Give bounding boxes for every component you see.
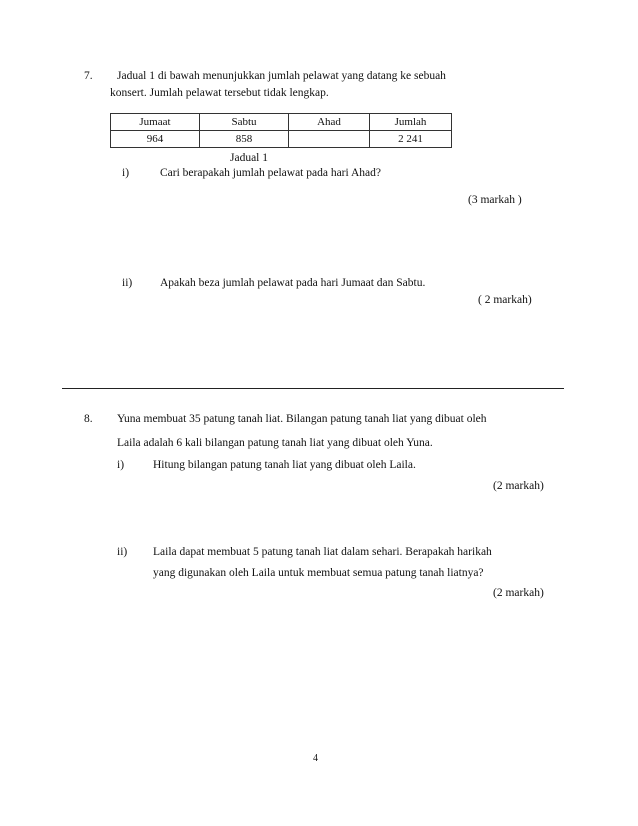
table-cell: 2 241 xyxy=(370,131,452,148)
question-8-number: 8. xyxy=(84,413,93,425)
question-7-part-i-marks: (3 markah ) xyxy=(468,194,522,206)
table-row xyxy=(111,131,452,148)
question-7-line-2: konsert. Jumlah pelawat tersebut tidak lengkap. xyxy=(110,87,329,99)
question-8-part-i-marks: (2 markah) xyxy=(493,480,544,492)
question-8-part-ii-marks: (2 markah) xyxy=(493,587,544,599)
question-8-part-ii-line-1: Laila dapat membuat 5 patung tanah liat dalam sehari. Berapakah harikah xyxy=(153,546,492,558)
question-7-part-i-text: Cari berapakah jumlah pelawat pada hari Ahad? xyxy=(160,167,381,179)
page-number: 4 xyxy=(313,753,318,764)
table-header-cell: Sabtu xyxy=(200,114,289,131)
table-header-cell: Ahad xyxy=(289,114,370,131)
question-8-part-ii-label: ii) xyxy=(117,546,128,558)
table-header-cell: Jumaat xyxy=(111,114,200,131)
question-8-part-i-text: Hitung bilangan patung tanah liat yang dibuat oleh Laila. xyxy=(153,459,416,471)
question-8-part-i-label: i) xyxy=(117,459,125,471)
question-8-line-2: Laila adalah 6 kali bilangan patung tanah liat yang dibuat oleh Yuna. xyxy=(117,437,433,449)
table-cell xyxy=(289,131,370,148)
question-8-part-ii-line-2: yang digunakan oleh Laila untuk membuat semua patung tanah liatnya? xyxy=(153,567,484,579)
question-7-line-1: Jadual 1 di bawah menunjukkan jumlah pelawat yang datang ke sebuah xyxy=(117,70,446,82)
question-7-part-ii-text: Apakah beza jumlah pelawat pada hari Jumaat dan Sabtu. xyxy=(160,277,426,289)
table-caption: Jadual 1 xyxy=(230,152,269,164)
section-divider xyxy=(62,388,564,389)
question-7-part-ii-marks: ( 2 markah) xyxy=(478,294,532,306)
table-cell: 858 xyxy=(200,131,289,148)
question-8-line-1: Yuna membuat 35 patung tanah liat. Bilangan patung tanah liat yang dibuat oleh xyxy=(117,413,487,425)
question-7-part-i-label: i) xyxy=(122,167,130,179)
question-7-number: 7. xyxy=(84,70,93,82)
table-header-row xyxy=(111,114,452,131)
question-7-part-ii-label: ii) xyxy=(122,277,133,289)
table-cell: 964 xyxy=(111,131,200,148)
jadual-1-table xyxy=(110,113,452,148)
table-header-cell: Jumlah xyxy=(370,114,452,131)
